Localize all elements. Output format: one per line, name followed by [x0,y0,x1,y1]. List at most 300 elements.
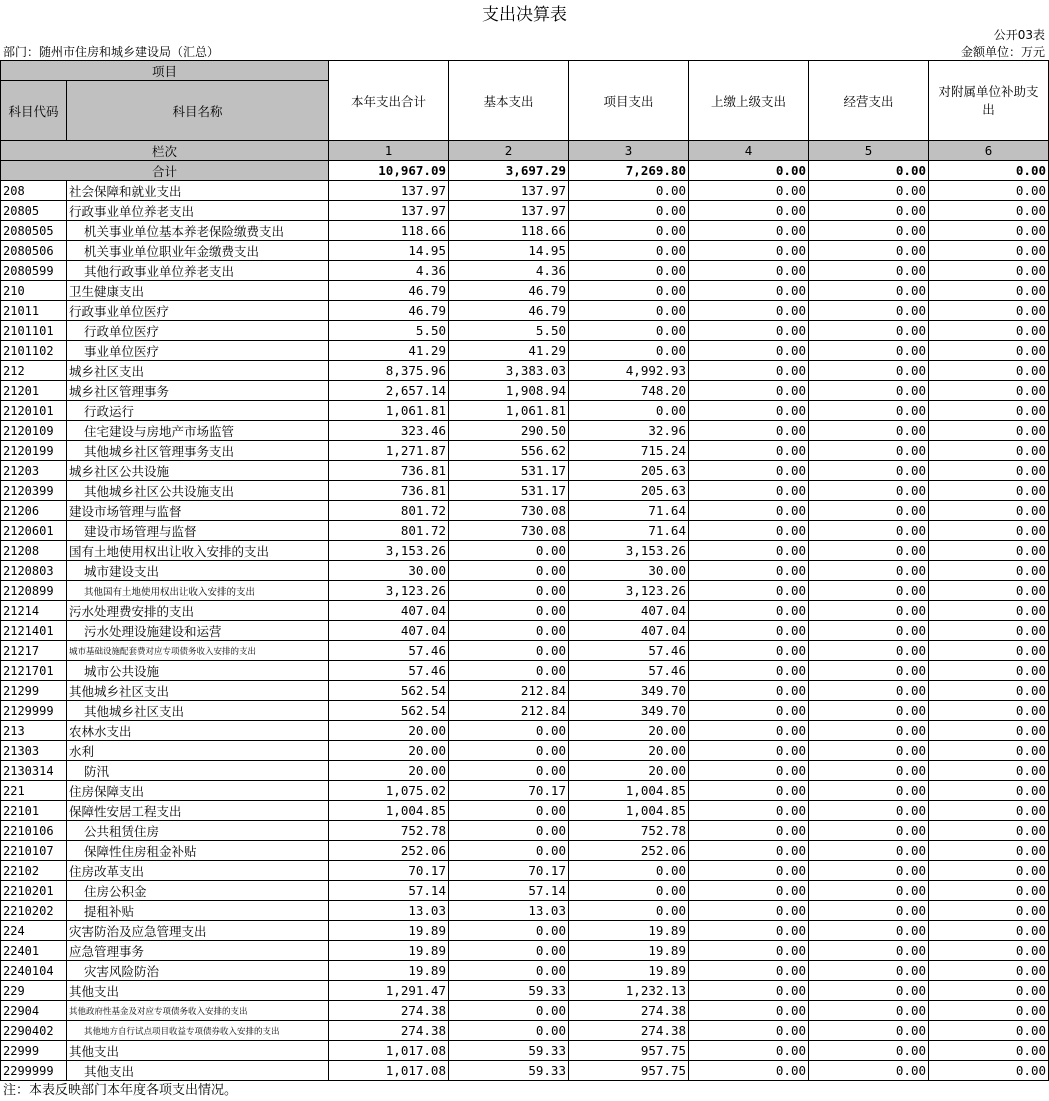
amount-cell: 57.46 [569,641,689,661]
amount-cell: 752.78 [329,821,449,841]
subject-name: 公共租赁住房 [67,821,329,841]
amount-cell: 20.00 [329,721,449,741]
amount-cell: 0.00 [929,461,1049,481]
amount-cell: 0.00 [929,421,1049,441]
amount-cell: 0.00 [569,301,689,321]
amount-cell: 0.00 [689,581,809,601]
amount-cell: 0.00 [929,621,1049,641]
table-row [1,581,1049,601]
table-row [1,361,1049,381]
amount-cell: 46.79 [449,281,569,301]
subject-name: 国有土地使用权出让收入安排的支出 [67,541,329,561]
amount-cell: 0.00 [449,581,569,601]
amount-cell: 0.00 [929,681,1049,701]
amount-cell: 0.00 [569,241,689,261]
amount-cell: 0.00 [809,1001,929,1021]
col-number: 4 [689,141,809,161]
amount-cell: 205.63 [569,461,689,481]
amount-cell: 0.00 [929,1061,1049,1081]
table-row [1,841,1049,861]
table-row [1,941,1049,961]
amount-cell: 0.00 [929,341,1049,361]
amount-cell: 5.50 [449,321,569,341]
amount-cell: 3,153.26 [569,541,689,561]
page-title: 支出决算表 [482,5,567,25]
amount-cell: 0.00 [929,881,1049,901]
subject-code: 2121401 [1,621,67,641]
subject-code: 2129999 [1,701,67,721]
amount-cell: 0.00 [809,641,929,661]
subject-code: 2240104 [1,961,67,981]
subject-name: 机关事业单位基本养老保险缴费支出 [67,221,329,241]
total-value: 0.00 [689,161,809,181]
total-value: 0.00 [929,161,1049,181]
amount-cell: 556.62 [449,441,569,461]
amount-cell: 0.00 [809,841,929,861]
amount-cell: 407.04 [569,621,689,641]
subject-name: 其他支出 [67,981,329,1001]
amount-cell: 46.79 [449,301,569,321]
table-row [1,481,1049,501]
subject-code: 224 [1,921,67,941]
subject-code: 2210106 [1,821,67,841]
amount-cell: 0.00 [689,761,809,781]
table-row [1,381,1049,401]
subject-code: 22401 [1,941,67,961]
amount-cell: 0.00 [929,961,1049,981]
amount-cell: 0.00 [449,801,569,821]
col-number: 3 [569,141,689,161]
amount-cell: 0.00 [689,781,809,801]
amount-cell: 0.00 [689,841,809,861]
subject-code: 2120399 [1,481,67,501]
table-row [1,241,1049,261]
subject-code: 2210202 [1,901,67,921]
table-row [1,601,1049,621]
header-col-subsidy: 对附属单位补助支出 [929,61,1049,141]
expenditure-table [0,60,1049,1081]
amount-cell: 4.36 [329,261,449,281]
amount-cell: 0.00 [689,961,809,981]
col-number: 5 [809,141,929,161]
table-row [1,881,1049,901]
amount-cell: 0.00 [929,1021,1049,1041]
amount-cell: 407.04 [569,601,689,621]
amount-cell: 274.38 [329,1021,449,1041]
header-col-basic: 基本支出 [449,61,569,141]
form-code: 公开03表 [993,28,1045,42]
subject-name: 污水处理设施建设和运营 [67,621,329,641]
amount-cell: 0.00 [929,241,1049,261]
subject-name: 灾害风险防治 [67,961,329,981]
table-row [1,1021,1049,1041]
amount-cell: 57.46 [329,661,449,681]
amount-cell: 730.08 [449,521,569,541]
total-row [1,161,1049,181]
amount-cell: 19.89 [329,961,449,981]
amount-cell: 0.00 [929,541,1049,561]
amount-cell: 20.00 [329,741,449,761]
amount-cell: 118.66 [449,221,569,241]
amount-cell: 562.54 [329,701,449,721]
header-row [1,61,1049,81]
amount-cell: 0.00 [449,641,569,661]
amount-cell: 0.00 [689,621,809,641]
amount-cell: 30.00 [569,561,689,581]
amount-cell: 1,908.94 [449,381,569,401]
amount-cell: 0.00 [449,1001,569,1021]
amount-cell: 0.00 [449,921,569,941]
subject-name: 保障性安居工程支出 [67,801,329,821]
amount-cell: 57.14 [449,881,569,901]
header-item: 项目 [1,61,329,81]
amount-cell: 0.00 [809,1021,929,1041]
subject-name: 社会保障和就业支出 [67,181,329,201]
amount-cell: 0.00 [689,901,809,921]
table-row [1,541,1049,561]
amount-cell: 0.00 [689,741,809,761]
header-col-superior: 上缴上级支出 [689,61,809,141]
amount-cell: 0.00 [809,201,929,221]
subject-name: 其他城乡社区支出 [67,701,329,721]
amount-cell: 252.06 [329,841,449,861]
subject-name: 其他城乡社区支出 [67,681,329,701]
amount-cell: 0.00 [929,521,1049,541]
amount-cell: 748.20 [569,381,689,401]
amount-cell: 0.00 [449,961,569,981]
table-row [1,1061,1049,1081]
amount-cell: 0.00 [689,861,809,881]
amount-cell: 0.00 [569,201,689,221]
amount-cell: 0.00 [569,341,689,361]
amount-cell: 0.00 [689,181,809,201]
subject-name: 应急管理事务 [67,941,329,961]
subject-name: 污水处理费安排的支出 [67,601,329,621]
amount-cell: 0.00 [809,401,929,421]
amount-cell: 0.00 [569,181,689,201]
amount-cell: 1,232.13 [569,981,689,1001]
amount-cell: 0.00 [689,641,809,661]
amount-cell: 1,004.85 [569,801,689,821]
amount-cell: 0.00 [689,361,809,381]
amount-cell: 0.00 [689,721,809,741]
amount-cell: 0.00 [689,881,809,901]
table-row [1,981,1049,1001]
subject-code: 2101101 [1,321,67,341]
amount-cell: 0.00 [929,301,1049,321]
amount-cell: 0.00 [809,541,929,561]
amount-cell: 0.00 [929,921,1049,941]
subject-name: 灾害防治及应急管理支出 [67,921,329,941]
subject-name: 农林水支出 [67,721,329,741]
header-col-business: 经营支出 [809,61,929,141]
table-body [1,181,1049,1081]
subject-name: 城乡社区公共设施 [67,461,329,481]
subject-code: 21299 [1,681,67,701]
amount-cell: 1,061.81 [449,401,569,421]
subject-name: 行政事业单位养老支出 [67,201,329,221]
amount-cell: 0.00 [569,261,689,281]
col-number: 2 [449,141,569,161]
table-row [1,621,1049,641]
amount-cell: 274.38 [569,1021,689,1041]
amount-cell: 71.64 [569,521,689,541]
subject-code: 213 [1,721,67,741]
amount-cell: 0.00 [689,201,809,221]
amount-cell: 0.00 [929,981,1049,1001]
subject-name: 行政单位医疗 [67,321,329,341]
amount-cell: 1,075.02 [329,781,449,801]
amount-cell: 0.00 [809,941,929,961]
subject-code: 2299999 [1,1061,67,1081]
amount-cell: 0.00 [689,1001,809,1021]
amount-cell: 0.00 [929,781,1049,801]
amount-cell: 0.00 [809,661,929,681]
subject-code: 21208 [1,541,67,561]
subject-code: 21217 [1,641,67,661]
amount-cell: 118.66 [329,221,449,241]
amount-cell: 0.00 [929,361,1049,381]
amount-cell: 46.79 [329,301,449,321]
amount-cell: 0.00 [929,721,1049,741]
amount-cell: 730.08 [449,501,569,521]
row-label: 栏次 [1,141,329,161]
amount-cell: 0.00 [929,401,1049,421]
table-row [1,861,1049,881]
amount-cell: 1,004.85 [569,781,689,801]
amount-cell: 274.38 [329,1001,449,1021]
amount-cell: 0.00 [809,921,929,941]
amount-cell: 252.06 [569,841,689,861]
amount-cell: 752.78 [569,821,689,841]
amount-cell: 0.00 [929,941,1049,961]
amount-cell: 290.50 [449,421,569,441]
amount-cell: 1,004.85 [329,801,449,821]
subject-name: 卫生健康支出 [67,281,329,301]
amount-cell: 0.00 [929,481,1049,501]
table-row [1,921,1049,941]
amount-cell: 0.00 [689,441,809,461]
amount-cell: 0.00 [689,1021,809,1041]
amount-cell: 0.00 [929,1001,1049,1021]
col-number: 6 [929,141,1049,161]
subject-code: 208 [1,181,67,201]
amount-cell: 1,017.08 [329,1061,449,1081]
amount-cell: 41.29 [449,341,569,361]
header-code: 科目代码 [1,81,67,141]
amount-cell: 0.00 [689,501,809,521]
amount-cell: 0.00 [449,821,569,841]
subject-code: 2120101 [1,401,67,421]
amount-cell: 0.00 [929,841,1049,861]
amount-cell: 0.00 [449,761,569,781]
amount-cell: 3,153.26 [329,541,449,561]
amount-cell: 0.00 [449,561,569,581]
subject-code: 221 [1,781,67,801]
subject-code: 2130314 [1,761,67,781]
table-row [1,301,1049,321]
amount-cell: 0.00 [569,881,689,901]
amount-cell: 0.00 [809,481,929,501]
amount-cell: 801.72 [329,501,449,521]
amount-cell: 0.00 [689,261,809,281]
amount-cell: 137.97 [449,181,569,201]
amount-cell: 57.46 [329,641,449,661]
amount-cell: 20.00 [569,761,689,781]
amount-cell: 0.00 [689,281,809,301]
amount-cell: 0.00 [929,901,1049,921]
subject-code: 212 [1,361,67,381]
amount-cell: 0.00 [809,601,929,621]
amount-cell: 0.00 [569,281,689,301]
table-row [1,181,1049,201]
amount-cell: 0.00 [929,601,1049,621]
table-row [1,761,1049,781]
table-row [1,261,1049,281]
table-row [1,681,1049,701]
amount-cell: 0.00 [449,601,569,621]
table-row [1,341,1049,361]
subject-code: 2210201 [1,881,67,901]
amount-cell: 0.00 [809,221,929,241]
subject-name: 其他城乡社区管理事务支出 [67,441,329,461]
amount-cell: 407.04 [329,601,449,621]
subject-name: 其他支出 [67,1061,329,1081]
amount-cell: 0.00 [689,821,809,841]
header-col-project: 项目支出 [569,61,689,141]
amount-cell: 3,123.26 [329,581,449,601]
table-row [1,521,1049,541]
subject-name: 城市基础设施配套费对应专项债务收入安排的支出 [67,641,329,661]
amount-cell: 0.00 [689,921,809,941]
amount-cell: 0.00 [809,901,929,921]
amount-cell: 8,375.96 [329,361,449,381]
amount-cell: 0.00 [929,581,1049,601]
amount-cell: 562.54 [329,681,449,701]
amount-cell: 0.00 [689,681,809,701]
table-row [1,701,1049,721]
subject-code: 229 [1,981,67,1001]
subject-name: 其他城乡社区公共设施支出 [67,481,329,501]
header-name: 科目名称 [67,81,329,141]
table-row [1,201,1049,221]
amount-cell: 0.00 [809,1041,929,1061]
amount-cell: 19.89 [569,961,689,981]
amount-cell: 212.84 [449,701,569,721]
amount-cell: 30.00 [329,561,449,581]
subject-name: 保障性住房租金补贴 [67,841,329,861]
subject-code: 2120899 [1,581,67,601]
table-row [1,641,1049,661]
amount-cell: 0.00 [689,521,809,541]
amount-cell: 0.00 [929,441,1049,461]
amount-cell: 5.50 [329,321,449,341]
amount-cell: 0.00 [689,461,809,481]
amount-cell: 0.00 [689,421,809,441]
total-label: 合计 [1,161,329,181]
amount-cell: 0.00 [689,241,809,261]
amount-cell: 323.46 [329,421,449,441]
amount-cell: 0.00 [809,821,929,841]
amount-cell: 3,383.03 [449,361,569,381]
amount-cell: 137.97 [329,181,449,201]
amount-cell: 19.89 [329,941,449,961]
subject-code: 2120803 [1,561,67,581]
subject-name: 城市建设支出 [67,561,329,581]
amount-cell: 0.00 [809,861,929,881]
amount-cell: 0.00 [929,321,1049,341]
subject-code: 21011 [1,301,67,321]
amount-cell: 0.00 [929,761,1049,781]
amount-cell: 20.00 [329,761,449,781]
amount-cell: 0.00 [449,621,569,641]
amount-cell: 0.00 [689,321,809,341]
amount-cell: 0.00 [809,361,929,381]
subject-code: 20805 [1,201,67,221]
amount-cell: 20.00 [569,741,689,761]
table-row [1,461,1049,481]
amount-cell: 0.00 [929,801,1049,821]
amount-cell: 13.03 [449,901,569,921]
amount-cell: 0.00 [689,221,809,241]
subject-code: 2120199 [1,441,67,461]
subject-name: 其他支出 [67,1041,329,1061]
subject-name: 住房改革支出 [67,861,329,881]
amount-cell: 0.00 [809,281,929,301]
amount-cell: 0.00 [569,321,689,341]
amount-cell: 0.00 [449,661,569,681]
amount-cell: 4.36 [449,261,569,281]
amount-cell: 0.00 [449,541,569,561]
amount-cell: 0.00 [689,701,809,721]
subject-name: 建设市场管理与监督 [67,521,329,541]
amount-cell: 0.00 [929,641,1049,661]
amount-cell: 0.00 [929,561,1049,581]
header-col-total: 本年支出合计 [329,61,449,141]
subject-code: 22904 [1,1001,67,1021]
amount-cell: 0.00 [809,321,929,341]
footnote: 注：本表反映部门本年度各项支出情况。 [3,1083,238,1098]
amount-cell: 0.00 [809,961,929,981]
amount-cell: 0.00 [809,421,929,441]
amount-cell: 0.00 [809,501,929,521]
amount-cell: 0.00 [809,561,929,581]
total-value: 3,697.29 [449,161,569,181]
amount-cell: 957.75 [569,1041,689,1061]
table-row [1,741,1049,761]
amount-cell: 0.00 [449,1021,569,1041]
subject-name: 建设市场管理与监督 [67,501,329,521]
subject-name: 提租补贴 [67,901,329,921]
subject-name: 其他行政事业单位养老支出 [67,261,329,281]
amount-cell: 0.00 [809,1061,929,1081]
subject-name: 机关事业单位职业年金缴费支出 [67,241,329,261]
amount-cell: 0.00 [809,341,929,361]
amount-cell: 0.00 [929,181,1049,201]
amount-cell: 0.00 [809,441,929,461]
amount-cell: 801.72 [329,521,449,541]
amount-cell: 0.00 [929,501,1049,521]
amount-cell: 0.00 [809,681,929,701]
subject-name: 城乡社区支出 [67,361,329,381]
column-number-row [1,141,1049,161]
amount-cell: 0.00 [809,241,929,261]
amount-cell: 0.00 [929,861,1049,881]
subject-name: 住房公积金 [67,881,329,901]
amount-cell: 57.46 [569,661,689,681]
amount-cell: 46.79 [329,281,449,301]
total-value: 10,967.09 [329,161,449,181]
